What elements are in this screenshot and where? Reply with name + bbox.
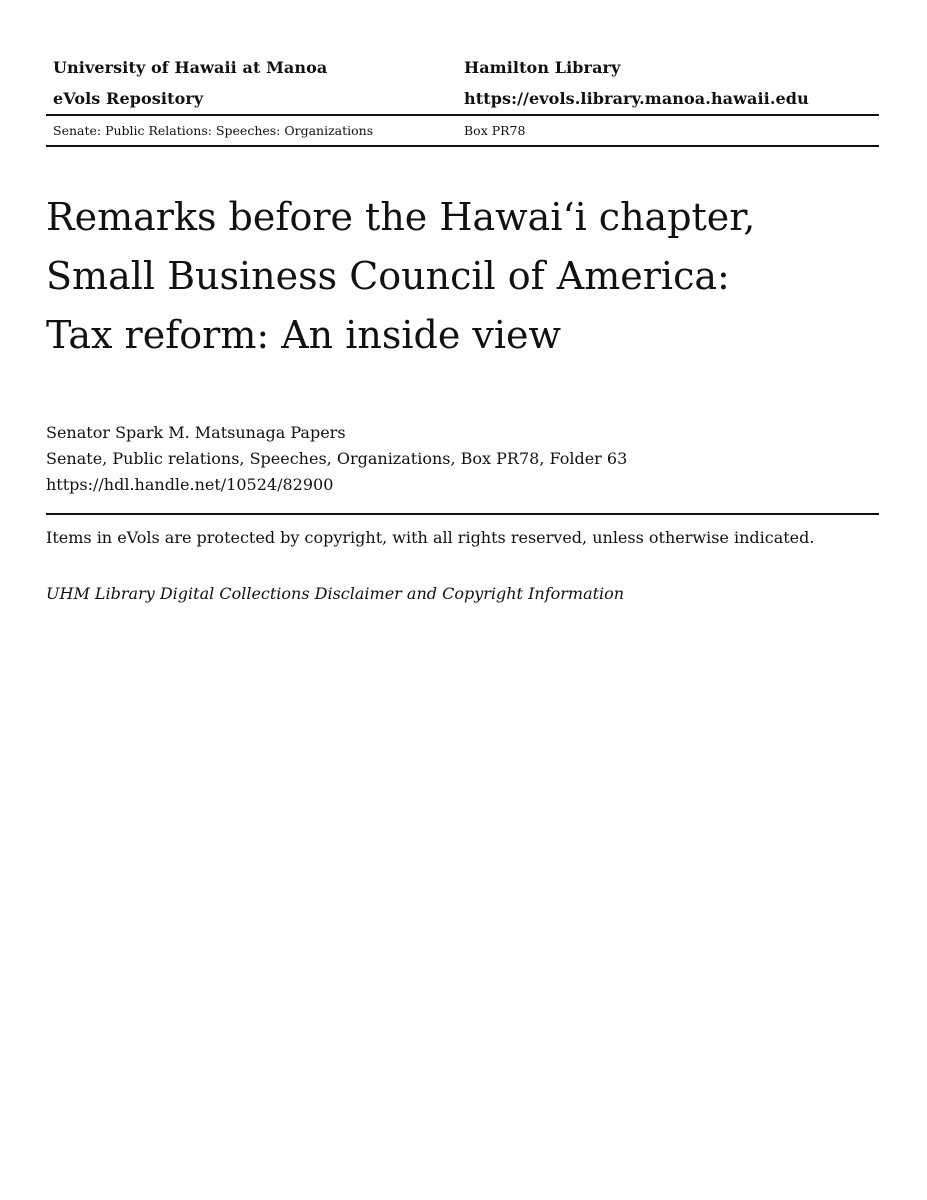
institution-name: University of Hawaii at Manoa <box>53 58 328 77</box>
document-title <box>46 188 886 365</box>
folder-location: Senate, Public relations, Speeches, Organizations, Box PR78, Folder 63 <box>46 449 628 468</box>
document-metadata <box>46 420 627 498</box>
header-divider-bottom <box>46 145 879 147</box>
disclaimer-link[interactable]: UHM Library Digital Collections Disclaimer and Copyright Information <box>46 584 625 603</box>
copyright-notice: Items in eVols are protected by copyright, with all rights reserved, unless otherwise indicated. <box>46 528 815 547</box>
title-line-1: Remarks before the Hawaiʻi chapter, <box>46 195 756 239</box>
document-header <box>46 52 879 147</box>
repository-url-link[interactable]: https://evols.library.manoa.hawaii.edu <box>464 89 809 108</box>
repository-name: eVols Repository <box>53 89 204 108</box>
title-line-3: Tax reform: An inside view <box>46 313 562 357</box>
header-row-2 <box>46 83 879 114</box>
header-row-3 <box>46 116 879 145</box>
title-line-2: Small Business Council of America: <box>46 254 730 298</box>
handle-link[interactable]: https://hdl.handle.net/10524/82900 <box>46 475 334 494</box>
metadata-divider <box>46 513 879 515</box>
collection-path: Senate: Public Relations: Speeches: Organizations <box>53 123 374 138</box>
papers-collection: Senator Spark M. Matsunaga Papers <box>46 423 346 442</box>
library-name: Hamilton Library <box>464 58 621 77</box>
box-label: Box PR78 <box>464 123 526 138</box>
header-row-1 <box>46 52 879 83</box>
